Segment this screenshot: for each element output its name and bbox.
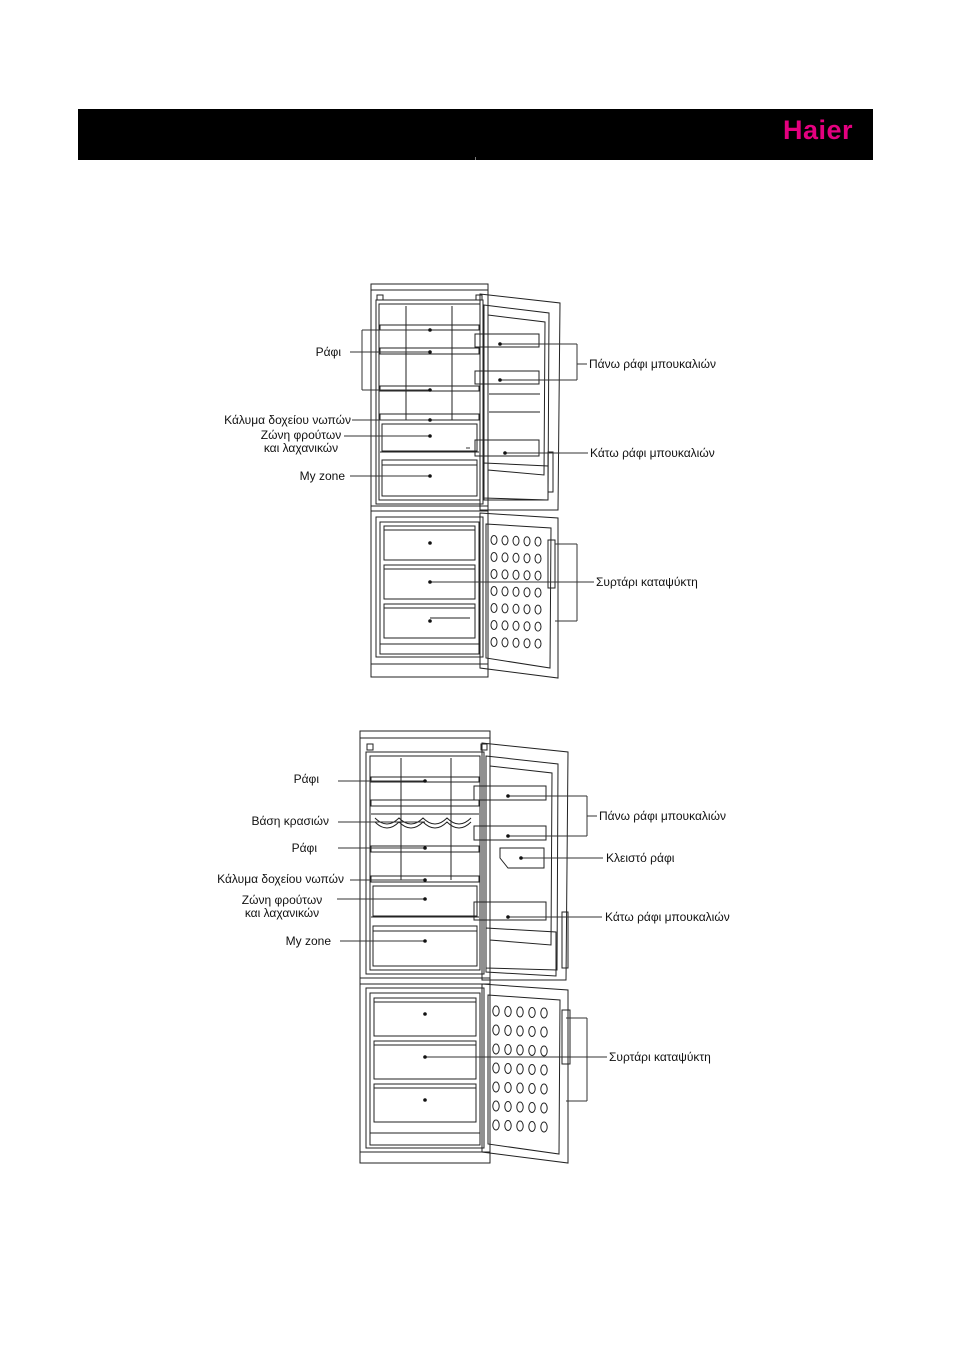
door-bubble [529, 1046, 535, 1056]
door-bubble [505, 1121, 511, 1131]
label-shelf-mid-2: Ράφι [291, 841, 317, 855]
label-lower-door-shelf-1: Κάτω ράφι μπουκαλιών [590, 446, 715, 460]
door-bubble [541, 1103, 547, 1113]
door-bubble [505, 1083, 511, 1093]
door-bubble [493, 1044, 499, 1054]
door-bubble [493, 1063, 499, 1073]
door-bubble [505, 1102, 511, 1112]
door-bubble [541, 1084, 547, 1094]
label-freezer-drawer-1: Συρτάρι καταψύκτη [596, 575, 698, 589]
cabinet-outer-2 [360, 731, 490, 1163]
door-bubble [493, 1006, 499, 1016]
label-crisper-cover-2: Κάλυμα δοχείου νωπών [217, 872, 344, 886]
door-bubble [505, 1007, 511, 1017]
label-upper-door-shelf-2: Πάνω ράφι μπουκαλιών [599, 809, 726, 823]
door-bubble [517, 1083, 523, 1093]
door-bubble [505, 1045, 511, 1055]
door-bubble [541, 1027, 547, 1037]
door-bubble [541, 1065, 547, 1075]
label-my-zone-1: My zone [299, 469, 345, 483]
door-bubble [493, 1082, 499, 1092]
label-crisper-cover-1: Κάλυμα δοχείου νωπών [224, 413, 351, 427]
label-upper-door-shelf-1: Πάνω ράφι μπουκαλιών [589, 357, 716, 371]
door-bubble [517, 1026, 523, 1036]
label-closed-shelf-2: Κλειστό ράφι [606, 851, 675, 865]
door-bubble [493, 1025, 499, 1035]
door-bubble [529, 1122, 535, 1132]
door-bubble [529, 1008, 535, 1018]
door-bubble [529, 1103, 535, 1113]
label-fruit-zone-2: Ζώνη φρούτων και λαχανικών [241, 893, 323, 920]
label-shelf-top-2: Ράφι [293, 772, 319, 786]
door-bubble [505, 1064, 511, 1074]
door-bubble [517, 1064, 523, 1074]
door-bubble [517, 1045, 523, 1055]
label-my-zone-2: My zone [285, 934, 331, 948]
door-bubble [541, 1122, 547, 1132]
haier-logo: Haier [782, 115, 853, 145]
door-bubble [493, 1120, 499, 1130]
door-bubble [493, 1101, 499, 1111]
door-bubble [529, 1065, 535, 1075]
door-bubble [529, 1027, 535, 1037]
door-bubble [517, 1102, 523, 1112]
door-bubble [505, 1026, 511, 1036]
door-bubble [529, 1084, 535, 1094]
door-bubble [517, 1121, 523, 1131]
label-shelf-1: Ράφι [315, 345, 341, 359]
door-bubble [541, 1008, 547, 1018]
freezer-door-bubbles-2 [493, 1006, 547, 1132]
label-wine-rack-2: Βάση κρασιών [251, 814, 329, 828]
door-bubble [517, 1007, 523, 1017]
label-freezer-drawer-2: Συρτάρι καταψύκτη [609, 1050, 711, 1064]
door-bubble [541, 1046, 547, 1056]
label-lower-door-shelf-2: Κάτω ράφι μπουκαλιών [605, 910, 730, 924]
label-fruit-zone-1: Ζώνη φρούτων και λαχανικών [260, 428, 342, 455]
